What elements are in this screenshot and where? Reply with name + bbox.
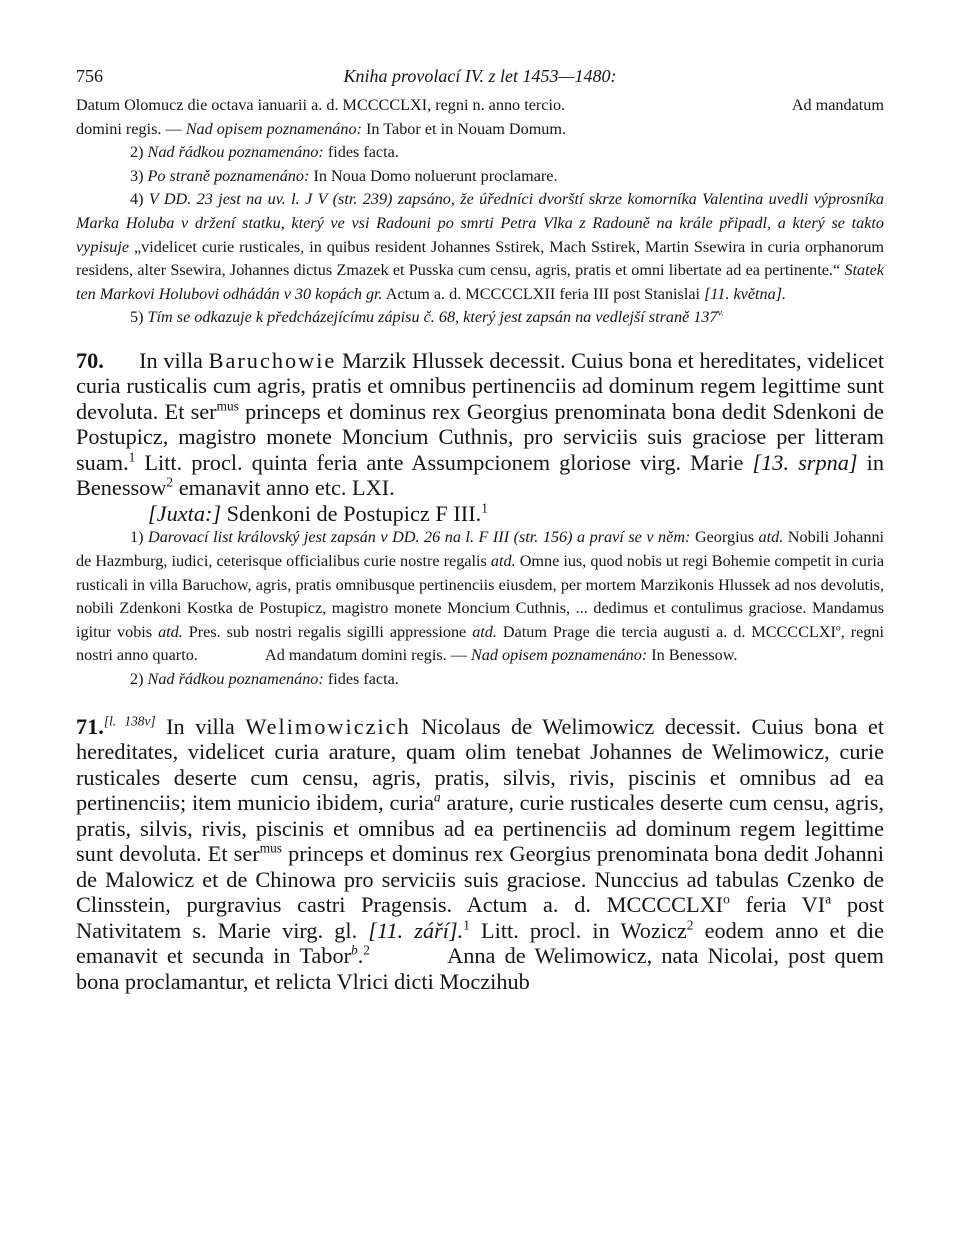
footnote-mark: 1) xyxy=(130,528,144,547)
note-italic: Statek ten Markovi Holubovi odhádán v 30 kopách gr. xyxy=(76,261,884,303)
footnote-continued-1 xyxy=(76,94,884,141)
editor-date: [13. srpna] xyxy=(752,449,858,475)
footnote-mark: 2) xyxy=(130,143,144,162)
note-text: Actum a. d. MCCCCLXII feria III post Stanislai xyxy=(385,284,701,303)
note-text: domini regis. — xyxy=(76,119,182,138)
note-text: In Noua Domo noluerunt proclamare. xyxy=(313,166,558,185)
entry-text xyxy=(76,348,884,501)
note-text: fides facta. xyxy=(327,143,399,162)
entry-text-part: Anna de Welimowicz, nata Nicolai, post quem bona proclamantur, et relicta Vlrici dicti Moczihub xyxy=(76,943,884,994)
page-number: 756 xyxy=(76,66,103,86)
note-text: „videlicet curie rusticales, in quibus resident Johannes Sstirek, Mach Sstirek, Martin Ssewira in curia orphanorum residens, alter Ssewira, Johannes dictus Zmazek et Pusska cum censu, agris, pratis et omni libertate ad ea pertinente.“ xyxy=(76,237,885,280)
entry-text-part: . xyxy=(357,943,364,969)
footnote-70-2 xyxy=(76,668,884,692)
entry-70 xyxy=(76,348,884,692)
entry-text-part: In villa xyxy=(139,347,203,373)
note-text: Georgius xyxy=(694,528,754,547)
entry-number: 71. xyxy=(76,713,104,739)
entry-text-part: princeps et dominus rex Georgius prenominata bona dedit Sdenkoni de Postupicz, magistro monete Moncium Cuthnis, pro serviciis suis graciose per litteram suam. xyxy=(76,398,885,475)
note-italic: Nad opisem poznamenáno: xyxy=(470,646,648,665)
footnote-mark: 2) xyxy=(130,670,144,688)
entry-text-part: feria VI xyxy=(745,892,826,918)
footnote-3 xyxy=(76,165,884,189)
note-italic: Nad řádkou poznamenáno: xyxy=(147,143,324,162)
note-italic: Nad opisem poznamenáno: xyxy=(185,119,362,138)
footnote-mark: 5) xyxy=(130,308,144,327)
footnotes-continued xyxy=(76,94,884,330)
superscript: a xyxy=(825,891,832,907)
footnote-2 xyxy=(76,141,884,165)
entry-text-part: in Benessow xyxy=(76,449,884,501)
superscript: mus xyxy=(216,398,239,414)
entry-text-part: emanavit anno etc. LXI. xyxy=(178,475,395,501)
note-italic: V DD. 23 jest na uv. l. J V (str. 239) zapsáno, že úředníci dvorští skrze komorníka Valentina uvedli výprosníka Marka Holuba v držení statku, který ve vsi Radouni po smrti Petra Vlka z Radouně na krále připadl, a který se takto vypisuje xyxy=(76,190,884,256)
note-text: , regni nostri anno quarto. xyxy=(76,622,884,665)
superscript: o xyxy=(835,622,841,634)
entry-text-part: princeps et dominus rex Georgius prenominata bona dedit Johanni de Malowicz et de Chinowa pro serviciis suis graciose. Nunccius ad tabulas Czenko de Clinsstein, purgravius castri Pragensis. Actum a. d. MCCCCLXI xyxy=(76,841,884,918)
footnote-mark: 4) xyxy=(130,190,144,209)
superscript: o xyxy=(723,891,730,907)
note-text: fides facta. xyxy=(327,670,399,688)
note-italic: Nad řádkou poznamenáno: xyxy=(147,670,324,688)
note-italic: atd. xyxy=(758,528,784,547)
note-italic: atd. xyxy=(472,622,497,641)
footnote-ref: 2 xyxy=(166,475,174,491)
footnote-ref: 2 xyxy=(363,942,370,958)
note-text: Pres. sub nostri regalis sigilli appressione xyxy=(188,622,467,641)
note-italic: Darovací list královský jest zapsán v DD. 26 na l. F III (str. 156) a praví se v něm: xyxy=(148,528,691,547)
footnote-ref: 1 xyxy=(481,500,488,516)
note-text: Omne ius, quod nobis ut regi Bohemie competit in curia rusticali in villa Baruchow, agris, pratis omnibusque pertinenciis eiusdem, per mortem Marzikonis Hlussek ad nos devolutis, nobili Zdenkoni Kostka de Postupicz, magistro monete Moncium Cuthnis, ... dedimus et contulimus graciose. Mandamus igitur vobis xyxy=(76,552,885,641)
superscript: a xyxy=(434,789,441,805)
note-text: Datum Olomucz die octava ianuarii a. d. MCCCCLXI, regni n. anno tercio. xyxy=(76,96,566,114)
note-text: In Tabor et in Nouam Domum. xyxy=(366,119,567,138)
note-italic: Tím se odkazuje k předcházejícímu zápisu č. 68, který jest zapsán na vedlejší straně 137 xyxy=(147,308,718,327)
entry-text-part: Litt. procl. quinta feria ante Assumpcionem gloriose virg. Marie xyxy=(144,449,744,475)
entry-text-part: post Nativitatem s. Marie virg. gl. xyxy=(76,892,885,943)
village-name: Welimowiczich xyxy=(245,713,411,739)
footnote-ref: 1 xyxy=(128,449,136,465)
note-italic: atd. xyxy=(490,552,516,571)
entry-text-part: Litt. procl. in Wozicz xyxy=(481,917,687,943)
footnote-70-1 xyxy=(76,526,884,668)
folio-mark: [l. 138v] xyxy=(103,713,156,729)
juxta-line xyxy=(76,501,884,527)
superscript: b xyxy=(351,942,358,958)
note-text: Nobili Johanni de Hazmburg, iudici, ceterisque officialibus curie nostre regalis xyxy=(76,528,885,571)
entry-text xyxy=(76,714,884,995)
entry-text-part: In villa xyxy=(166,713,235,739)
village-name: Baruchowie xyxy=(208,347,337,373)
superscript: v. xyxy=(717,307,724,319)
note-italic: [11. května]. xyxy=(704,284,787,303)
footnote-ref: 1 xyxy=(463,917,470,933)
note-italic: Po straně poznamenáno: xyxy=(147,166,310,185)
editor-date: [11. září]. xyxy=(368,917,464,943)
note-text: Ad mandatum xyxy=(791,96,884,114)
document-page xyxy=(76,58,884,994)
entry-number: 70. xyxy=(76,347,104,373)
superscript: mus xyxy=(259,840,282,856)
note-text: Datum Prage die tercia augusti a. d. MCCCCLXI xyxy=(502,622,836,641)
entry-text-part: arature, curie rusticales deserte cum censu, agris, pratis, silvis, rivis, piscinis et omnibus ad ea pertinenciis ad dominum regem legittime sunt devoluta. Et ser xyxy=(76,790,884,867)
page-header xyxy=(76,58,884,94)
footnote-4 xyxy=(76,188,884,306)
note-italic: atd. xyxy=(158,622,183,641)
entry-text-part: Sdenkoni de Postupicz F III. xyxy=(226,500,482,526)
entry-71 xyxy=(76,714,884,995)
footnote-mark: 3) xyxy=(130,166,144,185)
note-text: In Benessow. xyxy=(651,646,738,665)
entry-text-part: Nicolaus de Welimowicz decessit. Cuius bona et hereditates, videlicet curia arature, quam olim tenebat Johannes de Welimowicz, curie rusticales deserte cum censu, agris, pratis, silvis, rivis, piscinis et omnibus ad ea pertinenciis; item municio ibidem, curia xyxy=(76,713,885,816)
entry-text-part: Marzik Hlussek decessit. Cuius bona et hereditates, videlicet curia rusticalis cum agris, pratis et omnibus pertinenciis ad dominum regem legittime sunt devoluta. Et ser xyxy=(76,347,885,424)
running-title: Kniha provolací IV. z let 1453—1480: xyxy=(343,66,617,86)
editor-mark: [Juxta:] xyxy=(148,500,222,526)
footnote-5 xyxy=(76,306,884,330)
entry-text-part: eodem anno et die emanavit et secunda in Tabor xyxy=(76,917,884,969)
footnote-ref: 2 xyxy=(686,917,694,933)
note-text: Ad mandatum domini regis. — xyxy=(265,646,467,665)
